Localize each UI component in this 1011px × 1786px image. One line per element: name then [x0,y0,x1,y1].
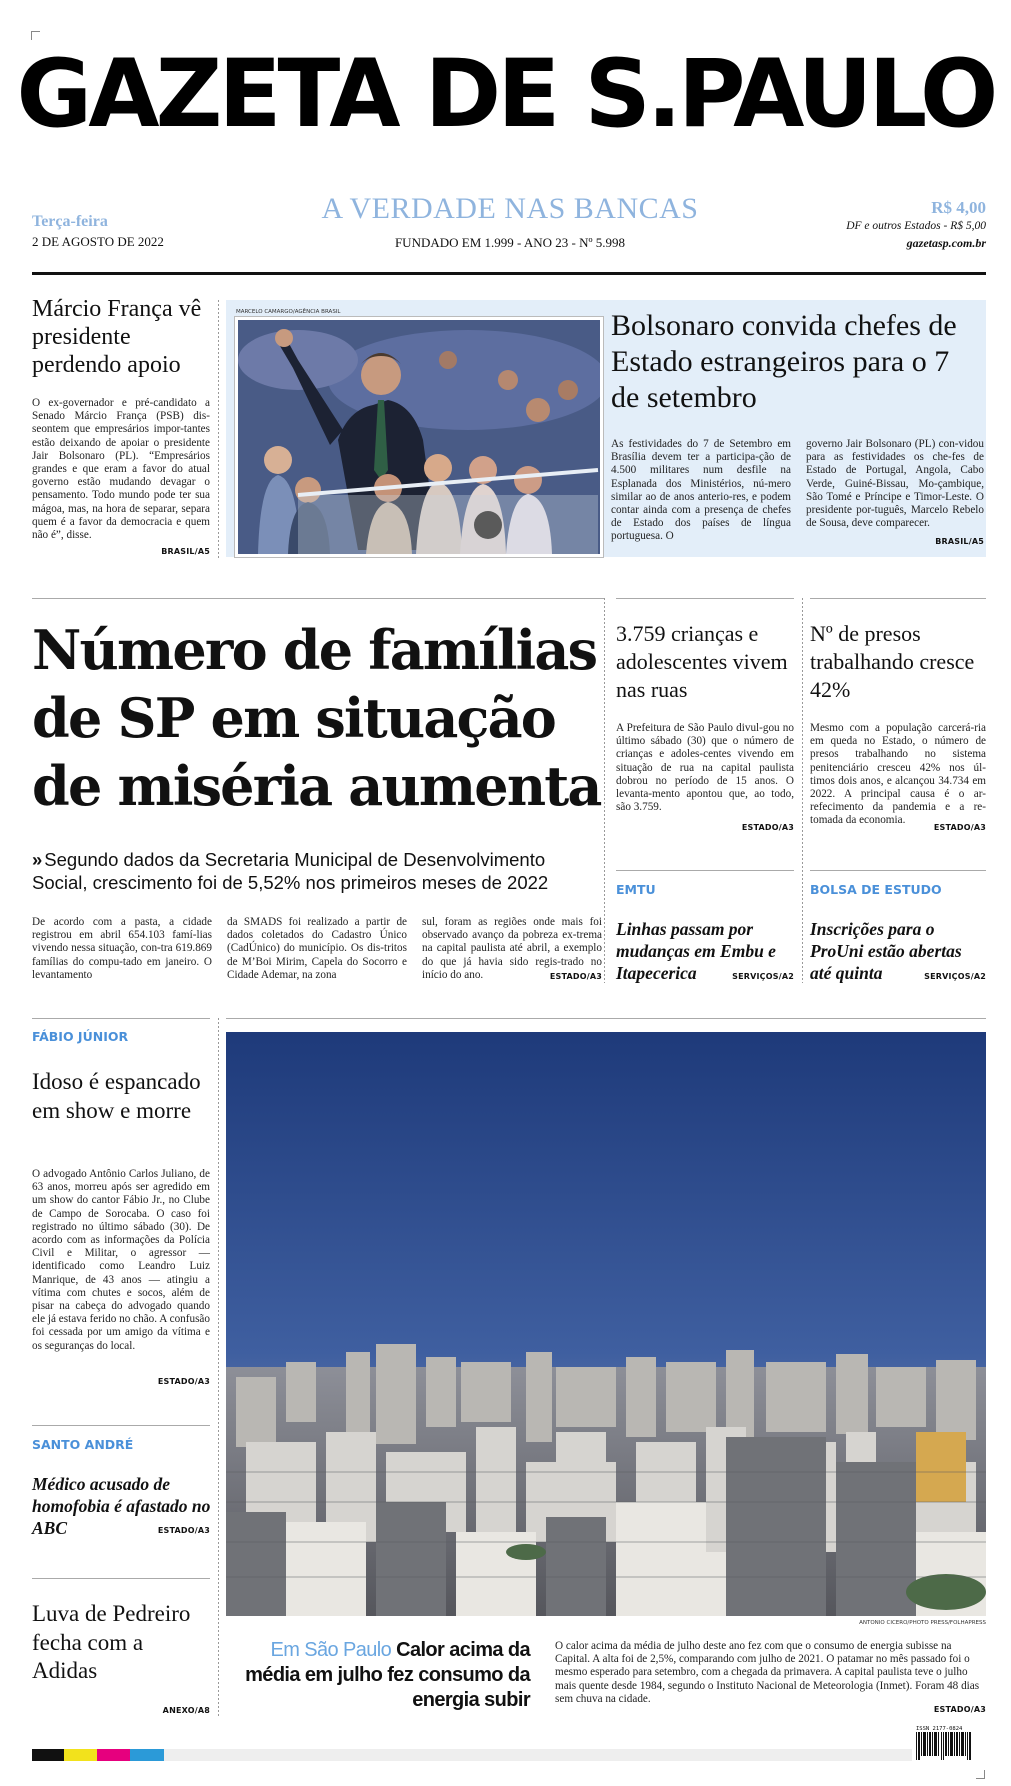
tag-bolsa: SERVIÇOS/A2 [924,972,986,981]
column-divider [604,598,605,983]
section-rule [810,870,986,871]
color-registration-bar [32,1749,912,1761]
tag-luva: ANEXO/A8 [162,1706,210,1715]
headline-idoso: Idoso é espancado em show e morre [32,1069,201,1123]
crop-mark-top-left [31,31,40,40]
kicker-santo-andre: SANTO ANDRÉ [32,1437,134,1452]
main-headline: Número de famílias de SP em situação de miséria aumenta [32,618,601,818]
tag-franca: BRASIL/A5 [161,547,210,556]
slogan: A VERDADE NAS BANCAS [321,192,699,225]
tag-emtu: SERVIÇOS/A2 [732,972,794,981]
column-divider [218,1018,219,1718]
tag-criancas: ESTADO/A3 [741,823,794,832]
masthead [0,40,1011,150]
body-franca: O ex-governador e pré-candidato a Senado Márcio França (PSB) dis-seontem que empresários impor-tantes estão deixando de apoiar o presidente Jair Bolsonaro (PL). “Empresários grandes e que eram a favor do atual governo estão mudando devagar o pensamento. Todo mundo pode ter sua mágoa, mas, na hora de separar, separa quem é a favor da democracia e quem não é”, disse. [32,397,210,542]
calor-headline-block [240,1638,530,1713]
swatch-magenta [97,1749,130,1761]
tag-main: ESTADO/A3 [549,972,602,981]
section-rule [226,1018,986,1019]
newspaper-title: GAZETA DE S.PAULO [16,40,995,149]
section-rule [810,598,986,599]
main-body-col1: De acordo com a pasta, a cidade registrou em abril 654.103 famí-lias vivendo nessa situação, con-tra 619.869 famílias do compu-tado em janeiro. O levantamento [32,916,212,981]
section-rule [616,598,794,599]
tag-calor: ESTADO/A3 [933,1705,986,1714]
headline-santo-andre: Médico acusado de homofobia é afastado no ABC [32,1474,211,1538]
section-rule [32,1425,210,1426]
weekday: Terça-feira [32,213,108,230]
tag-presos: ESTADO/A3 [933,823,986,832]
body-bolsonaro-col2: governo Jair Bolsonaro (PL) con-vidou para as festividades os che-fes de Estado de Portugal, Angola, Cabo Verde, Guiné-Bissau, Mo-çambique, São Tomé e Príncipe e Timor-Leste. O presidente por-tuguês, Marcelo Rebelo de Sousa, deve comparecer. [806,438,984,530]
tag-idoso: ESTADO/A3 [157,1377,210,1386]
section-rule [616,870,794,871]
body-presos: Mesmo com a população carcerá-ria em queda no Estado, o número de presos trabalhando no sistema penitenciário cresceu 42% nos úl-timos dois anos, e alcançou 34.734 em 2022. A principal causa é o ar-refecimento da pandemia e a re-tomada da economia. [810,722,986,827]
issn-label: ISSN 2177-0824 [916,1726,963,1732]
body-bolsonaro-col1: As festividades do 7 de Setembro em Brasília devem ter a participa-ção de 4.500 militares num desfile na Esplanada dos Ministérios, nú-mero similar ao de anos anterio-res, e podem contar ainda com a presença de chefes de Estado dos países de língua portuguesa. O [611,438,791,543]
website: gazetasp.com.br [906,236,986,250]
section-rule [32,598,604,599]
photo-bolsonaro [235,317,603,557]
section-rule [32,1578,210,1579]
swatch-cyan [130,1749,164,1761]
headline-calor: Calor acima da média em julho fez consumo da energia subir [245,1639,530,1711]
skyline-illustration [226,1032,986,1616]
kicker-bolsa: BOLSA DE ESTUDO [810,882,942,897]
crowd-illustration [238,320,600,554]
swatch-black [32,1749,64,1761]
barcode-lines [916,1732,972,1760]
headline-emtu: Linhas passam por mudanças em Embu e Itapecerica [616,919,776,983]
crop-mark-bottom-right [976,1770,985,1779]
photo-credit-bolsonaro: MARCELO CAMARGO/AGÊNCIA BRASIL [236,309,341,315]
column-divider [218,300,219,558]
main-body-col3: sul, foram as regiões onde mais foi observado avanço da pobreza ex-trema na capital paulista até abril, a exemplo do que já havia sido regis-trado no início do ano. [422,916,602,981]
headline-criancas: 3.759 crianças e adolescentes vivem nas ruas [616,621,788,702]
headline-luva: Luva de Pedreiro fecha com a Adidas [32,1601,191,1683]
headline-bolsonaro: Bolsonaro convida chefes de Estado estrangeiros para o 7 de setembro [611,309,957,414]
tag-santo-andre: ESTADO/A3 [157,1526,210,1535]
subhead-text: Segundo dados da Secretaria Municipal de Desenvolvimento Social, crescimento foi de 5,52% nos primeiros meses de 2022 [32,849,549,893]
barcode [916,1726,972,1762]
kicker-emtu: EMTU [616,882,656,897]
main-subhead [32,848,602,894]
body-idoso: O advogado Antônio Carlos Juliano, de 63 anos, morreu após ser agredido em um show do cantor Fábio Jr., no Clube de Campo de Sorocaba. O caso foi registrado no último sábado (30). De acordo com as informações da Polícia Civil e Militar, o agressor — identificado como Leandro Luiz Manrique, de 43 anos — atingiu a vítima com chutes e socos, além de pisar na cabeça do advogado quando ele já estava ferido no chão. A confusão foi cessada por um amigo da vítima e os seguranças do local. [32,1168,210,1352]
section-rule [32,1018,210,1019]
founded-line: FUNDADO EM 1.999 - ANO 23 - Nº 5.998 [394,235,626,250]
column-divider [802,598,803,983]
tag-bolsonaro: BRASIL/A5 [935,537,984,546]
main-body-col2: da SMADS foi realizado a partir de dados coletados do Cadastro Único (CadÚnico) do município. Os dis-tritos de M’Boi Mirim, Capela do Socorro e Cidade Ademar, na zona [227,916,407,981]
masthead-rule [32,272,986,275]
price: R$ 4,00 [931,198,986,217]
headline-bolsa: Inscrições para o ProUni estão abertas até quinta [810,919,962,983]
headline-presos: Nº de presos trabalhando cresce 42% [810,621,975,702]
issue-date: 2 DE AGOSTO DE 2022 [32,234,164,249]
swatch-yellow [64,1749,97,1761]
kicker-calor: Em São Paulo [270,1639,392,1661]
subhead-marker: » [32,849,43,870]
price-other-states: DF e outros Estados - R$ 5,00 [846,220,986,232]
photo-sao-paulo-skyline [226,1032,986,1616]
photo-credit-skyline: ANTONIO CICERO/PHOTO PRESS/FOLHAPRESS [859,1620,986,1626]
body-calor: O calor acima da média de julho deste ano fez com que o consumo de energia subisse na Capital. A alta foi de 2,5%, comparando com julho de 2021. O patamar no mês passado foi o mesmo esperado para setembro, com a chegada da primavera. A capital paulista teve o julho mais quente desde 1984, segundo o Instituto Nacional de Meteorologia (Inmet). Foram 48 dias sem chuva na cidade. [555,1640,980,1705]
body-criancas: A Prefeitura de São Paulo divul-gou no último sábado (30) que o número de crianças e adoles-centes vivendo em situação de rua na capital paulista dobrou no período de 15 anos. O levanta-mento apontou que, ao todo, são 3.759. [616,722,794,814]
headline-franca: Márcio França vê presidente perdendo apoio [32,296,202,378]
kicker-idoso: FÁBIO JÚNIOR [32,1029,129,1044]
